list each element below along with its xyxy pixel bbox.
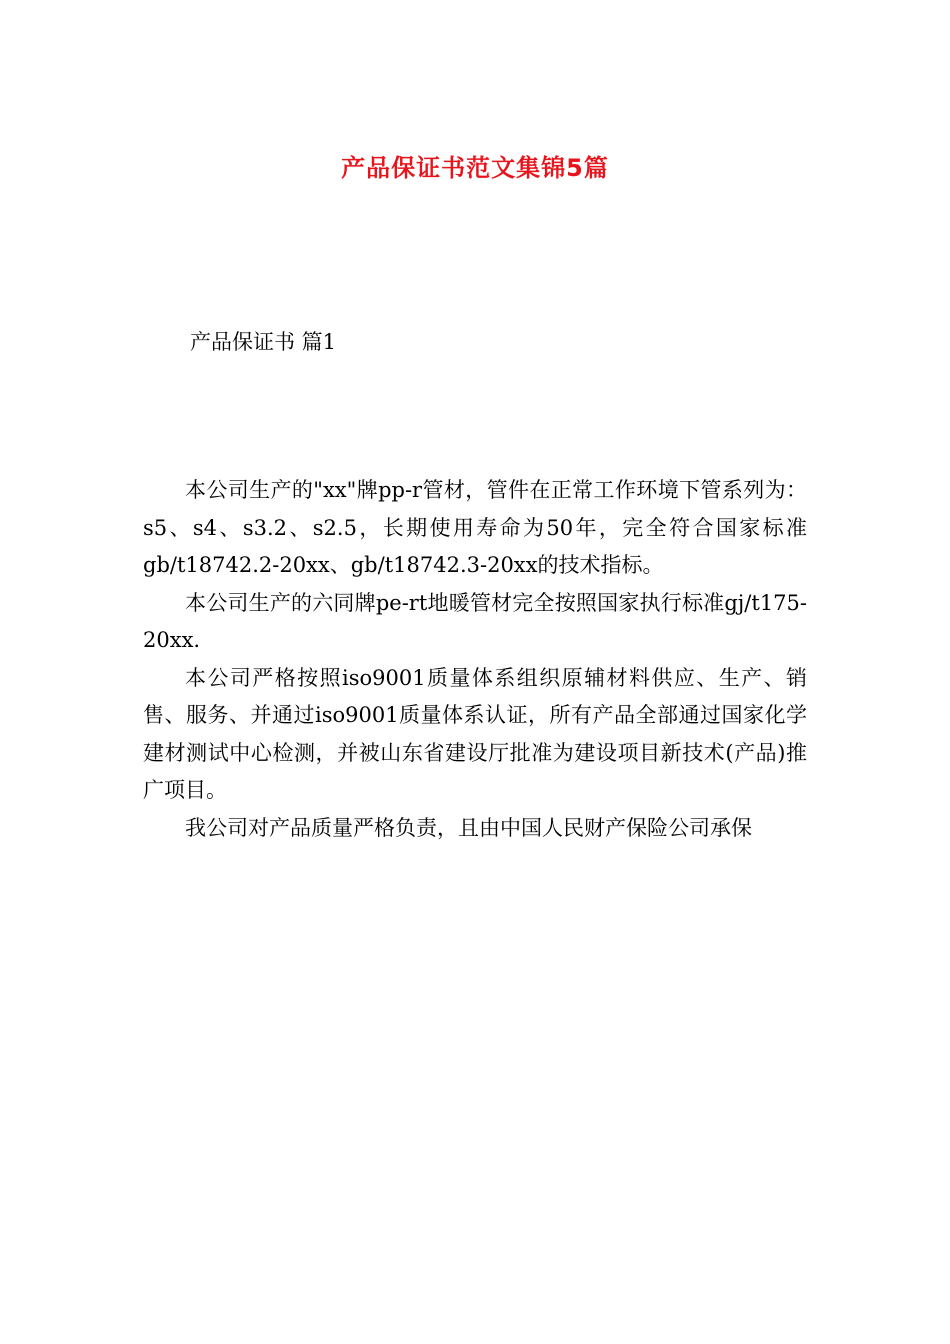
paragraph-1: 本公司生产的"xx"牌pp-r管材，管件在正常工作环境下管系列为：s5、s4、s3.2、s2.5，长期使用寿命为50年，完全符合国家标准gb/t18742.2-20xx、gb/t18742.3-20xx的技术指标。 bbox=[143, 478, 807, 577]
paragraph-2: 本公司生产的六同牌pe-rt地暖管材完全按照国家执行标准gj/t175-20xx. bbox=[143, 590, 807, 652]
paragraph-3: 本公司严格按照iso9001质量体系组织原辅材料供应、生产、销售、服务、并通过iso9001质量体系认证，所有产品全部通过国家化学建材测试中心检测，并被山东省建设厅批准为建设项目新技术(产品)推广项目。 bbox=[143, 665, 807, 802]
document-body bbox=[143, 472, 807, 847]
paragraph-4: 我公司对产品质量严格负责，且由中国人民财产保险公司承保 bbox=[185, 815, 752, 840]
section-heading: 产品保证书 篇1 bbox=[190, 330, 337, 354]
document-title: 产品保证书范文集锦5篇 bbox=[341, 154, 609, 183]
